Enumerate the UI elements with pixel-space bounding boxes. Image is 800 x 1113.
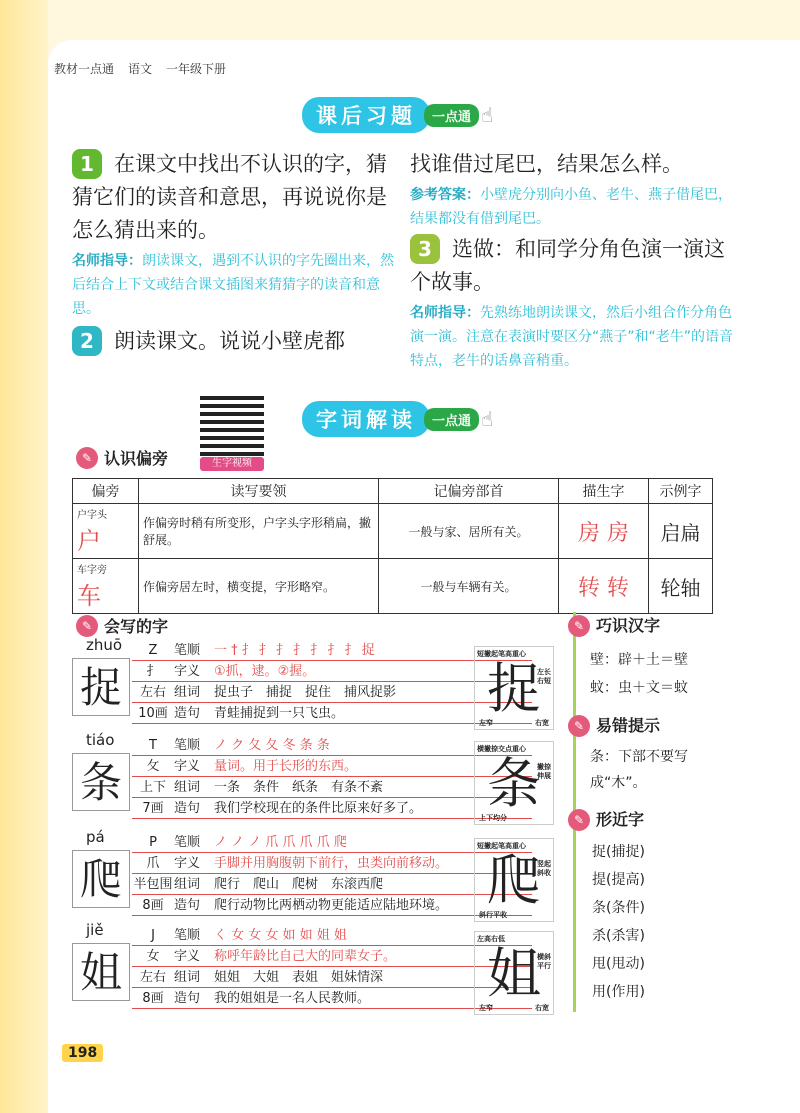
pencil-icon: ✎: [568, 809, 590, 831]
qr-code[interactable]: [200, 392, 264, 456]
banner-words: 字词解读 一点通 ☝: [302, 402, 493, 436]
grid-char: 姐 左高右低 横斜平行 左窄 右宽: [474, 931, 554, 1015]
grid-char: 条 横撇捺交点重心 撇捺伸展 上下均分: [474, 741, 554, 825]
page-edge-stripe: [0, 0, 48, 1113]
pointer-hand-icon: ☝: [481, 103, 494, 127]
left-column: [72, 148, 397, 358]
pointer-hand-icon: ☝: [481, 407, 494, 431]
char-card-0: zhuō 捉 Z 笔顺 一 † 扌 扌 扌 扌 扌 扌 扌 捉 扌 字义 ①抓，逮。②握。 左右 组词 捉虫子 捕捉 捉住 捕风捉影 10画 造句 青蛙捕捉到一只飞虫。 捉 短撇起笔高重心 左长右短 左窄 右宽: [72, 640, 556, 734]
right-column: [410, 148, 740, 375]
big-char: 爬: [72, 850, 130, 908]
char-card-2: pá 爬 P 笔顺 ノ ノ ノ 爪 爪 爪 爪 爬 爪 字义 手脚并用胸腹朝下前行，虫类向前移动。 半包围 组词 爬行 爬山 爬树 东滚西爬 8画 造句 爬行动物比两栖动物更能适应陆地环境。 爬 短撇起笔高重心 竖起斜收 斜行平收: [72, 832, 556, 926]
qr-label[interactable]: 生字视频: [200, 457, 264, 471]
pinyin: pá: [86, 828, 105, 846]
number-badge: 1: [72, 149, 102, 179]
similar-chars: 捉(捕捉) 提(提高) 条(条件) 杀(杀害) 甩(甩动) 用(作用): [592, 844, 645, 1000]
side-tips: ✎ 巧识汉字 壁：辟＋土＝壁 蚊：虫＋文＝蚊 ✎ 易错提示 条：下部不要写成“木”。 ✎ 形近字 捉(捕捉) 提(提高) 条(条件) 杀(杀害) 甩(甩动) 用(作用): [568, 612, 778, 1006]
section-write: ✎ 会写的字: [76, 614, 168, 637]
tip-1: 名师指导：朗读课文，遇到不认识的字先圈出来，然后结合上下文或结合课文插图来猜猜字的读音和意思。: [72, 253, 394, 317]
pinyin: zhuō: [86, 636, 123, 654]
big-char: 捉: [72, 658, 130, 716]
number-badge: 3: [410, 234, 440, 264]
question-3: 3 选做：和同学分角色演一演这个故事。: [410, 233, 740, 299]
answer-2: 参考答案：小壁虎分别向小鱼、老牛、燕子借尾巴，结果都没有借到尾巴。: [410, 187, 732, 227]
grid-char: 爬 短撇起笔高重心 竖起斜收 斜行平收: [474, 838, 554, 922]
question-2: 2 朗读课文。说说小壁虎都: [72, 325, 397, 358]
grid-char: 捉 短撇起笔高重心 左长右短 左窄 右宽: [474, 646, 554, 730]
question-2-cont: 找谁借过尾巴，结果怎么样。: [410, 152, 683, 176]
tip-3: 名师指导：先熟练地朗读课文，然后小组合作分角色演一演。注意在表演时要区分“燕子”和“老牛”的语音特点，老牛的话鼻音稍重。: [410, 305, 734, 369]
pencil-icon: ✎: [568, 615, 590, 637]
pencil-icon: ✎: [76, 447, 98, 469]
running-header: 教材一点通 语文 一年级下册: [54, 62, 227, 76]
radical-table: 偏旁 读写要领 记偏旁部首 描生字 示例字 户字头 户 作偏旁时稍有所变形，户字头字形稍扁，撇舒展。 一般与家、居所有关。 房 房 启扁 车字旁 车 作偏旁居左时，横变提，字形略窄。 一般与车辆有关。 转 转 轮轴: [72, 478, 713, 614]
number-badge: 2: [72, 326, 102, 356]
char-card-3: jiě 姐 J 笔顺 く 女 女 女 如 如 姐 姐 女 字义 称呼年龄比自己大的同辈女子。 左右 组词 姐姐 大姐 表姐 姐妹情深 8画 造句 我的姐姐是一名人民教师。 姐 左高右低 横斜平行 左窄 右宽: [72, 925, 556, 1019]
pencil-icon: ✎: [76, 615, 98, 637]
question-1: 1 在课文中找出不认识的字，猜猜它们的读音和意思，再说说你是怎么猜出来的。: [72, 148, 397, 247]
pinyin: tiáo: [86, 731, 115, 749]
page-number: 198: [62, 1044, 103, 1062]
section-radicals: ✎ 认识偏旁: [76, 446, 168, 469]
banner-exercises: 课后习题 一点通 ☝: [302, 98, 493, 132]
char-card-1: tiáo 条 T 笔顺 ノ ク 夂 夂 冬 条 条 攵 字义 量词。用于长形的东西。 上下 组词 一条 条件 纸条 有条不紊 7画 造句 我们学校现在的条件比原来好多了。 条 横撇捺交点重心 撇捺伸展 上下均分: [72, 735, 556, 829]
pinyin: jiě: [86, 921, 104, 939]
big-char: 姐: [72, 943, 130, 1001]
big-char: 条: [72, 753, 130, 811]
pencil-icon: ✎: [568, 715, 590, 737]
